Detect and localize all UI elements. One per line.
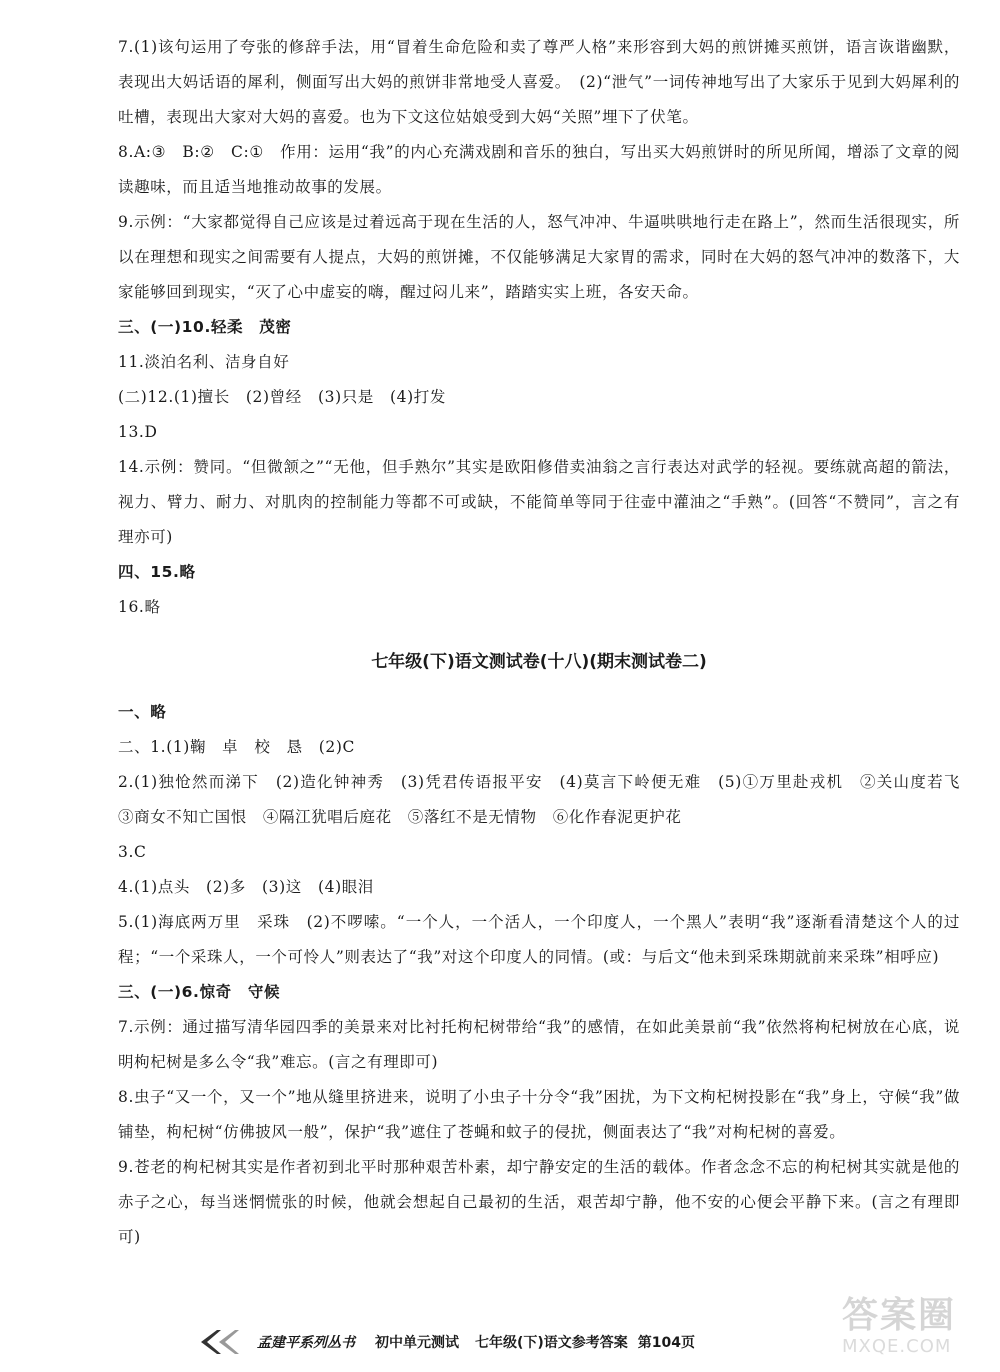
answer-paragraph: 3.C xyxy=(118,843,147,861)
section-heading: 七年级(下)语文测试卷(十八)(期末测试卷二) xyxy=(371,652,707,672)
answer-subject: 七年级(下)语文参考答案 xyxy=(475,1335,628,1351)
top-answers xyxy=(118,30,960,625)
answer-paragraph: 7.(1)该句运用了夸张的修辞手法，用“冒着生命危险和卖了尊严人格”来形容到大妈的煎饼摊买煎饼，语言诙谐幽默，表现出大妈话语的犀利，侧面写出大妈的煎饼非常地受人喜爱。 (2)“泄气”一词传神地写出了大家乐于见到大妈犀利的吐槽，表现出大家对大妈的喜爱。也为下文这位姑娘受到大妈“关照”埋下了伏笔。 xyxy=(118,38,960,126)
site-watermark xyxy=(842,1296,982,1366)
answer-paragraph: 4.(1)点头 (2)多 (3)这 (4)眼泪 xyxy=(118,878,374,896)
answer-paragraph: 二、1.(1)鞠 卓 校 恳 (2)C xyxy=(118,738,355,756)
answer-paragraph: 7.示例：通过描写清华园四季的美景来对比衬托枸杞树带给“我”的感情，在如此美景前“我”依然将枸杞树放在心底，说明枸杞树是多么令“我”难忘。(言之有理即可) xyxy=(118,1018,960,1071)
watermark-url: MXQE.COM xyxy=(842,1336,952,1357)
answer-paragraph: 11.淡泊名利、洁身自好 xyxy=(118,353,290,371)
double-chevron-left-icon xyxy=(195,1328,243,1356)
answer-paragraph: 9.示例：“大家都觉得自己应该是过着远高于现在生活的人，怒气冲冲、牛逼哄哄地行走在路上”，然而生活很现实，所以在理想和现实之间需要有人提点，大妈的煎饼摊，不仅能够满足大家胃的需求，同时在大妈的怒气冲冲的数落下，大家能够回到现实，“灭了心中虚妄的嗨，醒过闷儿来”，踏踏实实上班，各安天命。 xyxy=(118,213,960,301)
answer-paragraph: 四、15.略 xyxy=(118,563,196,581)
answer-paragraph: 14.示例：赞同。“但微颔之”“无他，但手熟尔”其实是欧阳修借卖油翁之言行表达对武学的轻视。要练就高超的箭法，视力、臂力、耐力、对肌肉的控制能力等都不可或缺，不能简单等同于往壶中灌油之“手熟”。(回答“不赞同”，言之有理亦可) xyxy=(118,458,960,546)
book-title: 初中单元测试 xyxy=(375,1335,459,1351)
answer-paragraph: 三、(一)10.轻柔 茂密 xyxy=(118,318,292,336)
answer-page xyxy=(118,30,977,1255)
watermark-logo: 答案圈 xyxy=(842,1295,957,1336)
answer-paragraph: 2.(1)独怆然而涕下 (2)造化钟神秀 (3)凭君传语报平安 (4)莫言下岭便无难 (5)①万里赴戎机 ②关山度若飞 ③商女不知亡国恨 ④隔江犹唱后庭花 ⑤落红不是无情物 ⑥化作春泥更护花 xyxy=(118,773,977,826)
answer-paragraph: (二)12.(1)擅长 (2)曾经 (3)只是 (4)打发 xyxy=(118,388,446,406)
answer-paragraph: 三、(一)6.惊奇 守候 xyxy=(118,983,281,1001)
answer-paragraph: 8.A:③ B:② C:① 作用：运用“我”的内心充满戏剧和音乐的独白，写出买大妈煎饼时的所见所闻，增添了文章的阅读趣味，而且适当地推动故事的发展。 xyxy=(118,143,960,196)
book-series: 孟建平系列丛书 xyxy=(257,1335,355,1351)
answer-paragraph: 9.苍老的枸杞树其实是作者初到北平时那种艰苦朴素，却宁静安定的生活的载体。作者念念不忘的枸杞树其实就是他的赤子之心，每当迷惘慌张的时候，他就会想起自己最初的生活，艰苦却宁静，他不安的心便会平静下来。(言之有理即可) xyxy=(118,1158,960,1246)
page-number: 第104页 xyxy=(637,1335,696,1351)
answer-paragraph: 16.略 xyxy=(118,598,161,616)
answer-paragraph: 5.(1)海底两万里 采珠 (2)不啰嗦。“一个人，一个活人，一个印度人，一个黑人”表明“我”逐渐看清楚这个人的过程；“一个采珠人，一个可怜人”则表达了“我”对这个印度人的同情。(或：与后文“他未到采珠期就前来采珠”相呼应) xyxy=(118,913,960,966)
answer-paragraph: 8.虫子“又一个，又一个”地从缝里挤进来，说明了小虫子十分令“我”困扰，为下文枸杞树投影在“我”身上，守候“我”做铺垫，枸杞树“仿佛披风一般”，保护“我”遮住了苍蝇和蚊子的侵扰，侧面表达了“我”对枸杞树的喜爱。 xyxy=(118,1088,960,1141)
bottom-answers xyxy=(118,695,977,1255)
page-footer xyxy=(195,1322,955,1362)
answer-paragraph: 13.D xyxy=(118,423,158,441)
answer-paragraph: 一、略 xyxy=(118,703,167,721)
